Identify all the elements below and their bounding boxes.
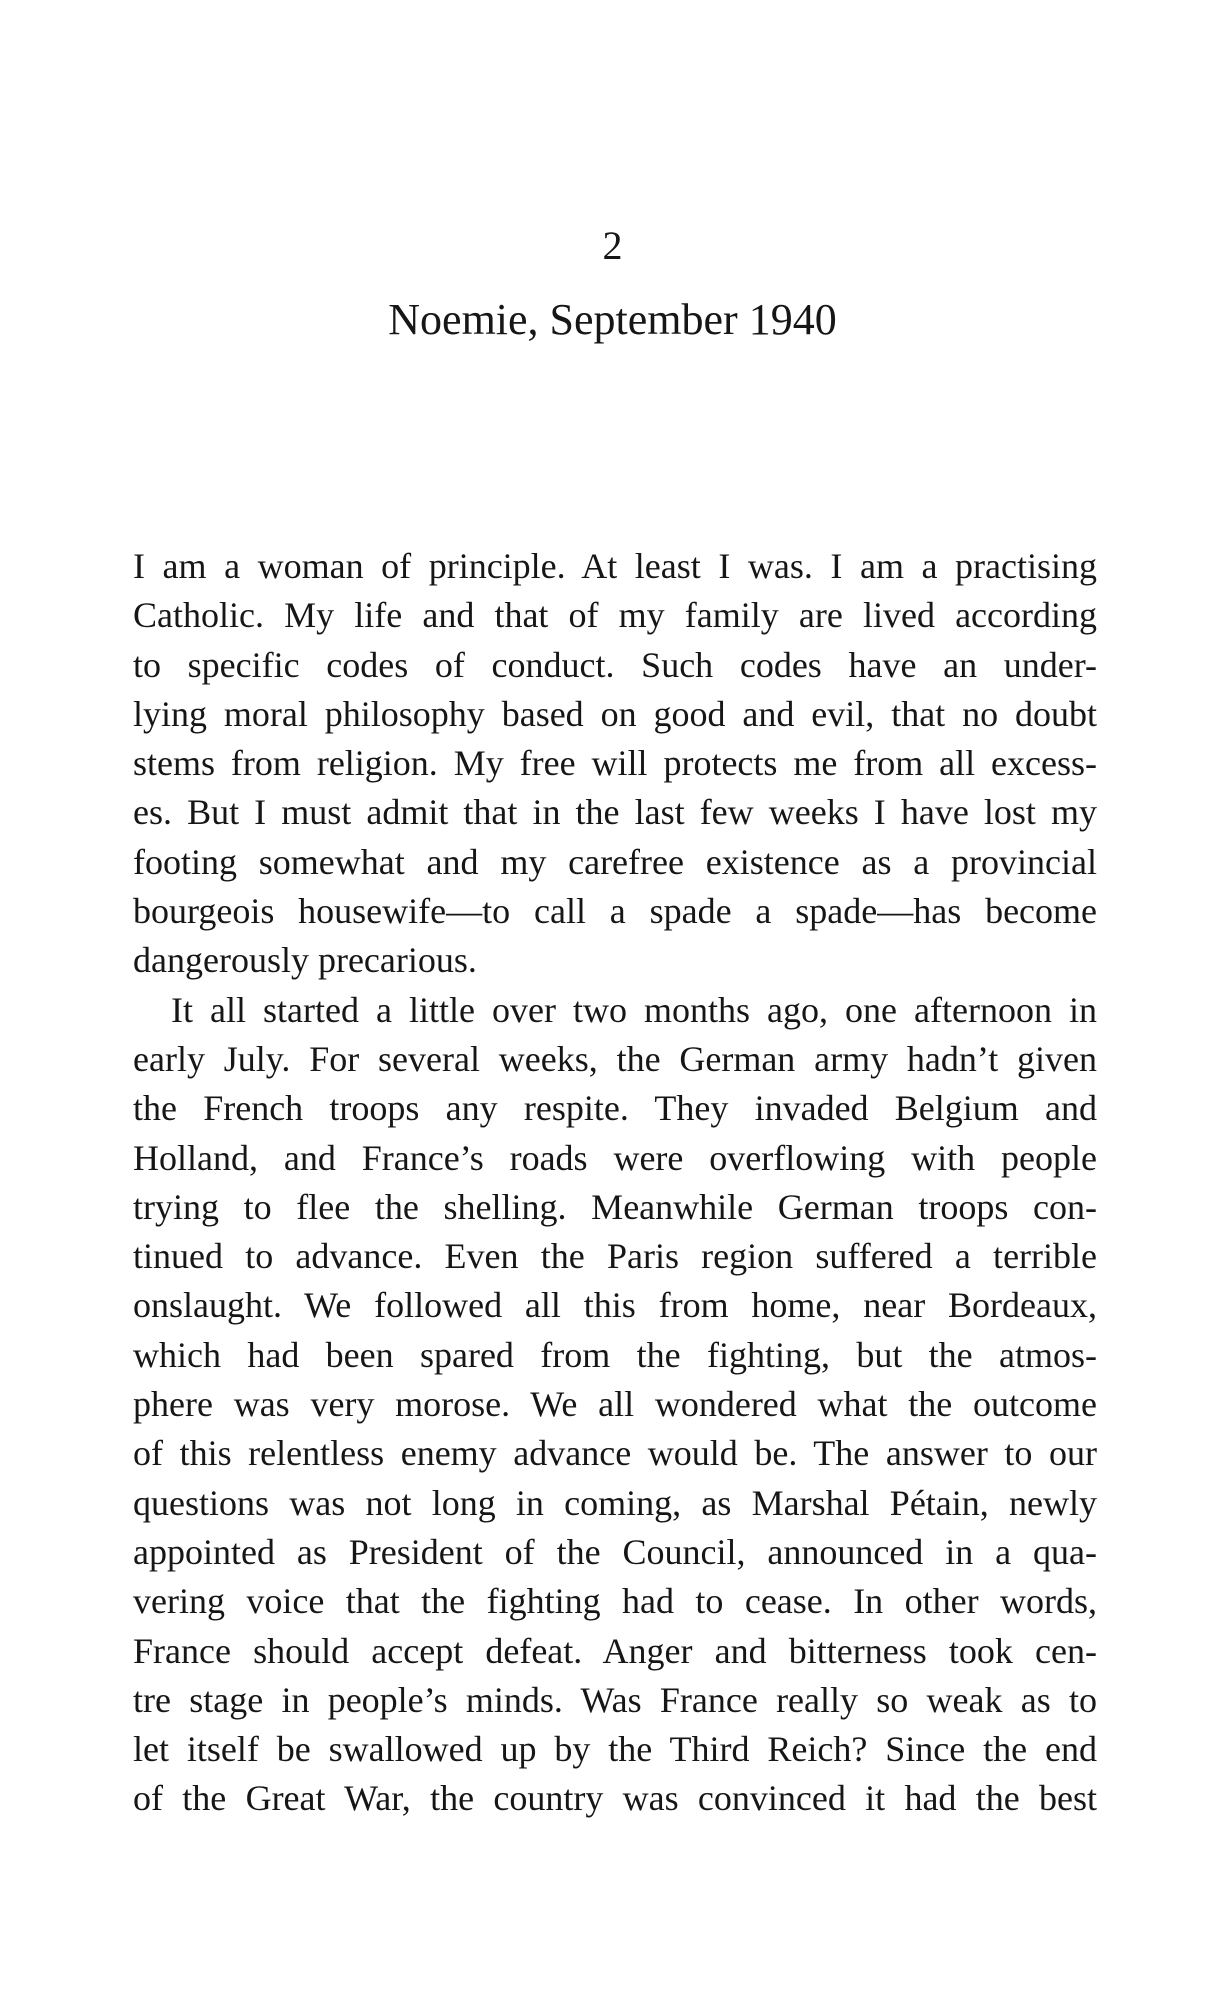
text-line: early July. For several weeks, the German army hadn’t given (133, 1038, 1097, 1079)
chapter-title: Noemie, September 1940 (388, 295, 837, 344)
text-line: tre stage in people’s minds. Was France really so weak as to (133, 1679, 1097, 1720)
text-line: It all started a little over two months ago, one afternoon in (171, 989, 1097, 1030)
text-line: tinued to advance. Even the Paris region suffered a terrible (133, 1236, 1097, 1277)
text-line: stems from religion. My free will protects me from all excess- (133, 743, 1097, 784)
paragraph (133, 986, 1097, 1824)
text-line: to specific codes of conduct. Such codes have an under- (133, 644, 1097, 685)
text-line: appointed as President of the Council, announced in a qua- (133, 1531, 1097, 1572)
chapter-number: 2 (602, 223, 623, 268)
text-line: footing somewhat and my carefree existence as a provincial (133, 841, 1097, 882)
text-line: I am a woman of principle. At least I was. I am a practising (133, 546, 1097, 586)
text-line: questions was not long in coming, as Marshal Pétain, newly (133, 1482, 1097, 1523)
text-line: Catholic. My life and that of my family are lived according (133, 595, 1097, 636)
text-line: lying moral philosophy based on good and evil, that no doubt (133, 693, 1097, 734)
text-line: of this relentless enemy advance would be. The answer to our (133, 1433, 1097, 1474)
text-line: es. But I must admit that in the last few weeks I have lost my (133, 792, 1097, 833)
paragraph (133, 542, 1097, 986)
text-line: vering voice that the fighting had to cease. In other words, (133, 1581, 1097, 1622)
text-line: of the Great War, the country was convinced it had the best (133, 1778, 1097, 1819)
body-text (133, 542, 1097, 1824)
text-line: France should accept defeat. Anger and bitterness took cen- (133, 1630, 1097, 1671)
text-line: phere was very morose. We all wondered what the outcome (133, 1384, 1097, 1425)
text-line: Holland, and France’s roads were overflowing with people (133, 1137, 1097, 1178)
text-line: trying to flee the shelling. Meanwhile German troops con- (133, 1186, 1097, 1227)
text-line: which had been spared from the fighting, but the atmos- (133, 1334, 1097, 1375)
text-line: let itself be swallowed up by the Third Reich? Since the end (133, 1729, 1097, 1770)
text-line: bourgeois housewife—to call a spade a spade—has become (133, 891, 1097, 932)
text-line: the French troops any respite. They invaded Belgium and (133, 1088, 1097, 1129)
text-line: dangerously precarious. (133, 940, 477, 981)
text-line: onslaught. We followed all this from home, near Bordeaux, (133, 1285, 1097, 1326)
